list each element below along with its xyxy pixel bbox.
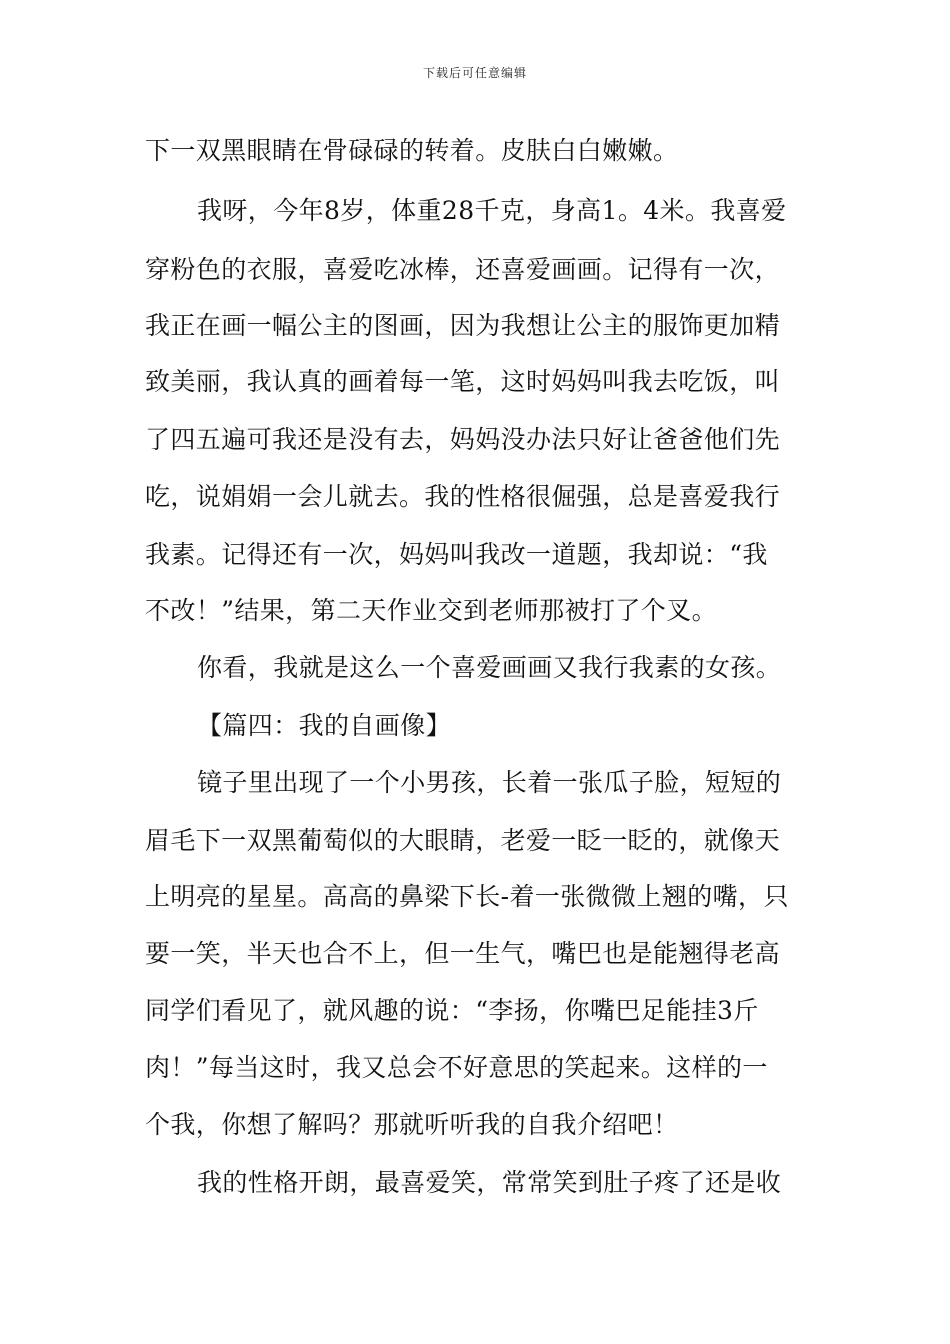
text-line: 下一双黑眼睛在骨碌碌的转着。皮肤白白嫩嫩。 (145, 136, 679, 165)
text-line: 上明亮的星星。高高的鼻梁下长-着一张微微上翘的嘴，只 (145, 882, 789, 911)
text-line: 致美丽，我认真的画着每一笔，这时妈妈叫我去吃饭，叫 (145, 367, 781, 396)
text-line: 个我，你想了解吗？那就听听我的自我介绍吧！ (145, 1110, 679, 1139)
text-line: 穿粉色的衣服，喜爱吃冰棒，还喜爱画画。记得有一次， (145, 255, 781, 284)
text-line: 我正在画一幅公主的图画，因为我想让公主的服饰更加精 (145, 311, 781, 340)
text-line: 我素。记得还有一次，妈妈叫我改一道题，我却说：“我 (145, 540, 768, 569)
paragraph-start-line: 我呀，今年8岁，体重28千克，身高1。4米。我喜爱 (197, 196, 787, 225)
text-line: 要一笑，半天也合不上，但一生气，嘴巴也是能翘得老高 (145, 939, 781, 968)
page-header: 下载后可任意编辑 (422, 66, 527, 80)
text-line: 眉毛下一双黑葡萄似的大眼睛，老爱一眨一眨的，就像天 (145, 826, 781, 855)
text-line: 不改！”结果，第二天作业交到老师那被打了个叉。 (145, 596, 717, 625)
paragraph-start-line: 我的性格开朗，最喜爱笑，常常笑到肚子疼了还是收 (197, 1168, 782, 1197)
paragraph-start-line: 镜子里出现了一个小男孩，长着一张瓜子脸，短短的 (197, 768, 782, 797)
text-line: 吃，说娟娟一会儿就去。我的性格很倔强，总是喜爱我行 (145, 482, 781, 511)
text-line: 肉！”每当这时，我又总会不好意思的笑起来。这样的一 (145, 1053, 768, 1082)
section-heading: 【篇四：我的自画像】 (197, 711, 452, 740)
text-line: 同学们看见了，就风趣的说：“李扬，你嘴巴足能挂3斤 (145, 996, 759, 1025)
paragraph-start-line: 你看，我就是这么一个喜爱画画又我行我素的女孩。 (197, 653, 782, 682)
text-line: 了四五遍可我还是没有去，妈妈没办法只好让爸爸他们先 (145, 425, 781, 454)
